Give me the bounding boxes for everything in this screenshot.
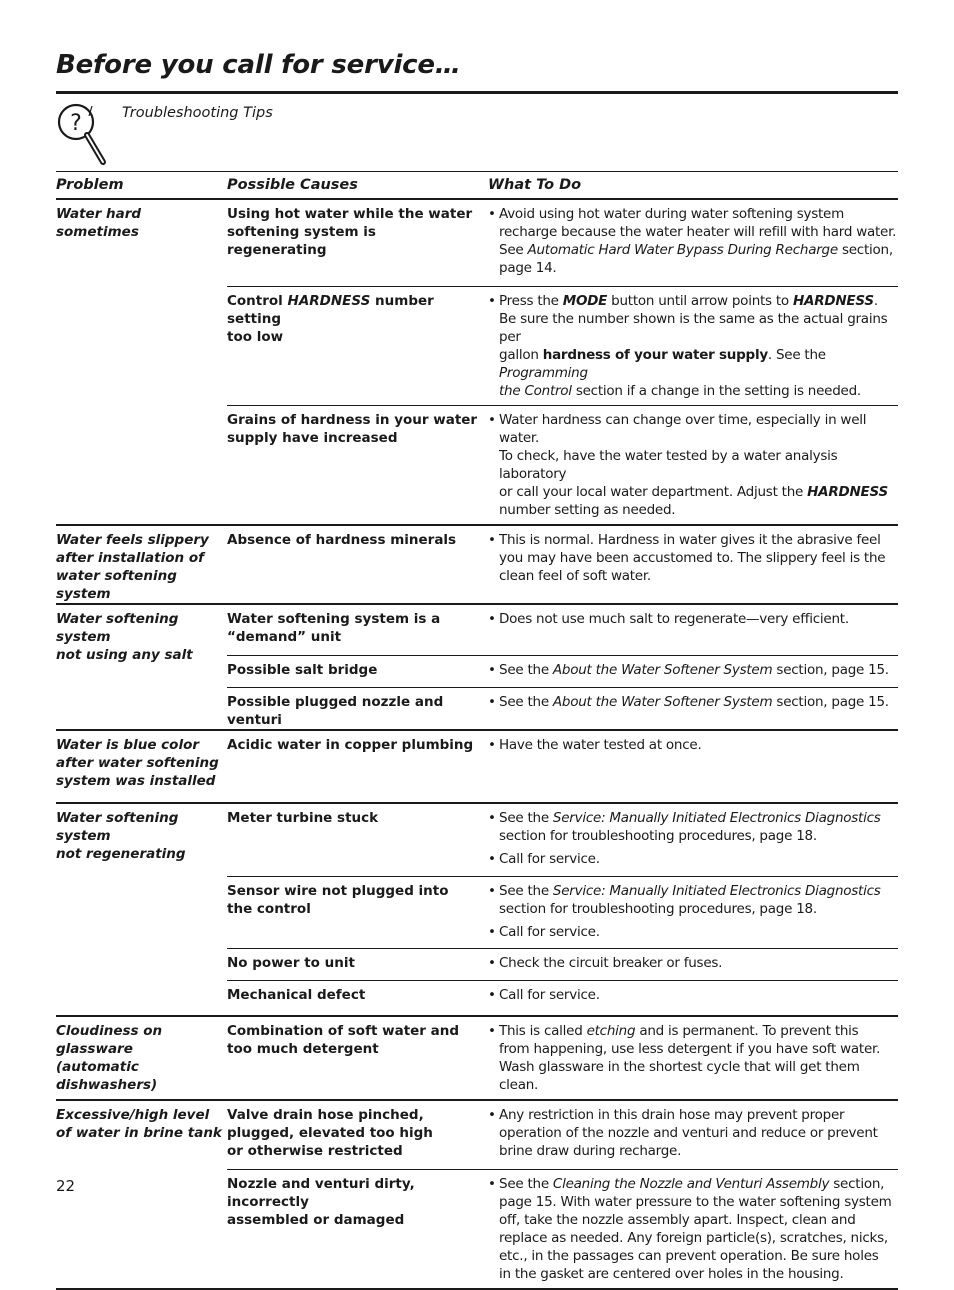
table-row [227, 876, 898, 948]
cause-cell: Possible plugged nozzle and venturi [227, 694, 444, 728]
cause-cell: Water softening system is a “demand” unit [227, 611, 441, 645]
magnifier-question-icon [56, 102, 108, 168]
text-segment: number setting as needed. [499, 502, 676, 518]
problem-cell: Water softening system not regenerating [56, 810, 186, 862]
bullet-icon: • [488, 412, 496, 428]
causes-list [227, 526, 898, 603]
problem-group [56, 804, 898, 1017]
todo-cell [488, 292, 898, 405]
causes-list [227, 200, 898, 524]
text-segment: See the [499, 883, 553, 899]
text-segment: Any restriction in this drain hose may prevent proper operation of the nozzle and venturi and reduce or prevent brine draw during recharge. [499, 1107, 878, 1159]
todo-text [499, 661, 898, 679]
text-segment: See the [499, 810, 553, 826]
bullet-icon: • [488, 810, 496, 826]
bullet-icon: • [488, 611, 496, 627]
text-segment: See the [499, 662, 553, 678]
problem-cell: Water feels slippery after installation of water softening system [56, 532, 209, 602]
text-segment: . Be sure the number shown is the same as the actual grains per gallon [499, 293, 888, 363]
bullet-icon: • [488, 293, 496, 309]
todo-text [499, 1022, 898, 1094]
text-segment: section, page 15. [772, 694, 889, 710]
todo-cell [488, 693, 898, 729]
problem-group [56, 731, 898, 804]
bullet-icon: • [488, 1107, 496, 1123]
bullet-icon: • [488, 1023, 496, 1039]
todo-cell [488, 882, 898, 948]
text-segment: Does not use much salt to regenerate—very efficient. [499, 611, 849, 627]
bullet-icon: • [488, 737, 496, 753]
todo-bullet [488, 954, 898, 972]
todo-cell [488, 411, 898, 524]
todo-bullet [488, 986, 898, 1004]
table-row [227, 655, 898, 687]
bullet-icon: • [488, 955, 496, 971]
text-segment: See the [499, 1176, 553, 1192]
cause-cell: Possible salt bridge [227, 662, 378, 678]
problem-cell: Cloudiness on glassware (automatic dishwashers) [56, 1023, 163, 1093]
table-row [227, 980, 898, 1015]
text-segment: section for troubleshooting procedures, page 18. [499, 828, 817, 844]
table-row [227, 804, 898, 876]
text-segment: section, page 15. With water pressure to the water softening system off, take the nozzle assembly apart. Inspect, clean and replace as needed. Any foreign particle(s), scratches, nicks, etc., in the passages can prevent operation. Be sure holes in the gasket are centered over holes in the housing. [499, 1176, 892, 1282]
cause-cell: Combination of soft water and too much detergent [227, 1023, 460, 1057]
todo-bullet [488, 610, 898, 628]
todo-cell [488, 809, 898, 876]
cause-cell: Absence of hardness minerals [227, 532, 457, 548]
todo-text [499, 1106, 898, 1160]
text-segment: Call for service. [499, 851, 600, 867]
todo-bullet [488, 923, 898, 941]
text-segment: Avoid using hot water during water softening system recharge because the water heater will refill with hard water. See [499, 206, 897, 258]
text-segment: About the Water Softener System [552, 694, 773, 710]
todo-bullet [488, 661, 898, 679]
problem-cell: Water softening system not using any salt [56, 611, 193, 663]
problem-group [56, 1017, 898, 1101]
todo-text [499, 850, 898, 868]
text-segment: Press the [499, 293, 563, 309]
causes-list [227, 1017, 898, 1099]
todo-text [499, 205, 898, 277]
text-segment: HARDNESS [807, 484, 888, 500]
bullet-icon: • [488, 532, 496, 548]
problem-group [56, 605, 898, 731]
todo-text [499, 292, 898, 400]
todo-bullet [488, 411, 898, 519]
todo-text [499, 693, 898, 711]
todo-text [499, 531, 898, 585]
todo-bullet [488, 292, 898, 400]
text-segment: . See the [767, 347, 826, 363]
text-segment: Call for service. [499, 987, 600, 1003]
cause-cell: Meter turbine stuck [227, 810, 379, 826]
todo-text [499, 882, 898, 918]
todo-bullet [488, 809, 898, 845]
bullet-icon: • [488, 987, 496, 1003]
cause-cell: Mechanical defect [227, 987, 366, 1003]
table-row [227, 948, 898, 980]
text-segment: section for troubleshooting procedures, page 18. [499, 901, 817, 917]
text-segment: Have the water tested at once. [499, 737, 702, 753]
problem-cell: Excessive/high level of water in brine tank [56, 1107, 222, 1141]
text-segment: section if a change in the setting is needed. [571, 383, 861, 399]
bullet-icon: • [488, 206, 496, 222]
cause-cell: Sensor wire not plugged into the control [227, 883, 449, 917]
todo-cell [488, 1175, 898, 1288]
todo-cell [488, 205, 898, 286]
page-number: 22 [56, 1177, 76, 1195]
todo-text [499, 986, 898, 1004]
bullet-icon: • [488, 694, 496, 710]
problem-group [56, 200, 898, 526]
todo-bullet [488, 882, 898, 918]
todo-bullet [488, 531, 898, 585]
todo-cell [488, 986, 898, 1015]
table-row [227, 286, 898, 405]
todo-cell [488, 736, 898, 802]
text-segment: button until arrow points to [607, 293, 793, 309]
text-segment: section, page 15. [772, 662, 889, 678]
table-row [227, 1169, 898, 1288]
todo-text [499, 809, 898, 845]
table-header [56, 171, 898, 200]
table-row [227, 200, 898, 286]
text-segment: HARDNESS [792, 293, 874, 309]
cause-cell [227, 292, 488, 405]
text-segment: hardness of your water supply [542, 347, 768, 363]
text-segment: number setting too low [227, 293, 434, 345]
text-segment: Cleaning the Nozzle and Venturi Assembly [552, 1176, 830, 1192]
text-segment: Call for service. [499, 924, 600, 940]
text-segment: Control [227, 293, 288, 309]
title-rule [56, 91, 898, 94]
todo-text [499, 411, 898, 519]
cause-cell: Grains of hardness in your water supply have increased [227, 412, 478, 446]
bullet-icon: • [488, 662, 496, 678]
problem-group [56, 526, 898, 605]
troubleshooting-tips-label: Troubleshooting Tips [122, 105, 273, 121]
text-segment: Check the circuit breaker or fuses. [499, 955, 723, 971]
table-row [227, 687, 898, 729]
text-segment: This is called [499, 1023, 587, 1039]
text-segment: MODE [562, 293, 608, 309]
table-row [227, 605, 898, 655]
todo-bullet [488, 693, 898, 711]
causes-list [227, 731, 898, 802]
text-segment: Programming the Control [499, 365, 588, 399]
todo-text [499, 923, 898, 941]
table-row [227, 405, 898, 524]
table-row [227, 526, 898, 597]
todo-cell [488, 954, 898, 980]
todo-bullet [488, 850, 898, 868]
todo-text [499, 736, 898, 754]
cause-cell: No power to unit [227, 955, 355, 971]
todo-bullet [488, 736, 898, 754]
text-segment: See the [499, 694, 553, 710]
cause-cell: Nozzle and venturi dirty, incorrectly assembled or damaged [227, 1176, 415, 1228]
causes-list [227, 804, 898, 1015]
causes-list [227, 605, 898, 729]
todo-cell [488, 1106, 898, 1169]
todo-cell [488, 1022, 898, 1099]
bullet-icon: • [488, 1176, 496, 1192]
cause-cell: Valve drain hose pinched, plugged, elevated too high or otherwise restricted [227, 1107, 433, 1159]
cause-cell: Acidic water in copper plumbing [227, 737, 474, 753]
problem-cell: Water is blue color after water softening system was installed [56, 737, 219, 789]
cause-cell: Using hot water while the water softening system is regenerating [227, 206, 473, 258]
bullet-icon: • [488, 851, 496, 867]
text-segment: etching [586, 1023, 636, 1039]
problem-group [56, 1101, 898, 1290]
text-segment: and is permanent. To prevent this from happening, use less detergent if you have soft water. Wash glassware in the shortest cycle that will get them clean. [499, 1023, 881, 1093]
todo-cell [488, 661, 898, 687]
table-row [227, 1017, 898, 1099]
text-segment: section, page 14. [499, 242, 893, 276]
text-segment: About the Water Softener System [552, 662, 773, 678]
todo-cell [488, 531, 898, 597]
todo-bullet [488, 1175, 898, 1283]
table-row [227, 731, 898, 802]
text-segment: Service: Manually Initiated Electronics Diagnostics [552, 883, 881, 899]
header-possible-causes: Possible Causes [227, 177, 358, 193]
todo-bullet [488, 1022, 898, 1094]
todo-bullet [488, 205, 898, 277]
bullet-icon: • [488, 924, 496, 940]
page-title: Before you call for service… [56, 50, 461, 80]
table-body [56, 200, 898, 1290]
troubleshooting-table [56, 171, 898, 1290]
text-segment: Service: Manually Initiated Electronics Diagnostics [552, 810, 881, 826]
todo-text [499, 610, 898, 628]
todo-cell [488, 610, 898, 655]
todo-text [499, 954, 898, 972]
todo-bullet [488, 1106, 898, 1160]
header-problem: Problem [56, 177, 124, 193]
text-segment: This is normal. Hardness in water gives it the abrasive feel you may have been accustomed to. The slippery feel is the clean feel of soft water. [499, 532, 886, 584]
text-segment: Water hardness can change over time, especially in well water. To check, have the water tested by a water analysis laboratory or call your local water department. Adjust the [499, 412, 867, 500]
svg-text:?: ? [70, 111, 82, 136]
todo-text [499, 1175, 898, 1283]
text-segment: Automatic Hard Water Bypass During Recharge [527, 242, 838, 258]
problem-cell: Water hard sometimes [56, 206, 142, 240]
causes-list [227, 1101, 898, 1288]
text-segment: HARDNESS [287, 293, 371, 309]
header-what-to-do: What To Do [488, 177, 582, 193]
table-row [227, 1101, 898, 1169]
bullet-icon: • [488, 883, 496, 899]
